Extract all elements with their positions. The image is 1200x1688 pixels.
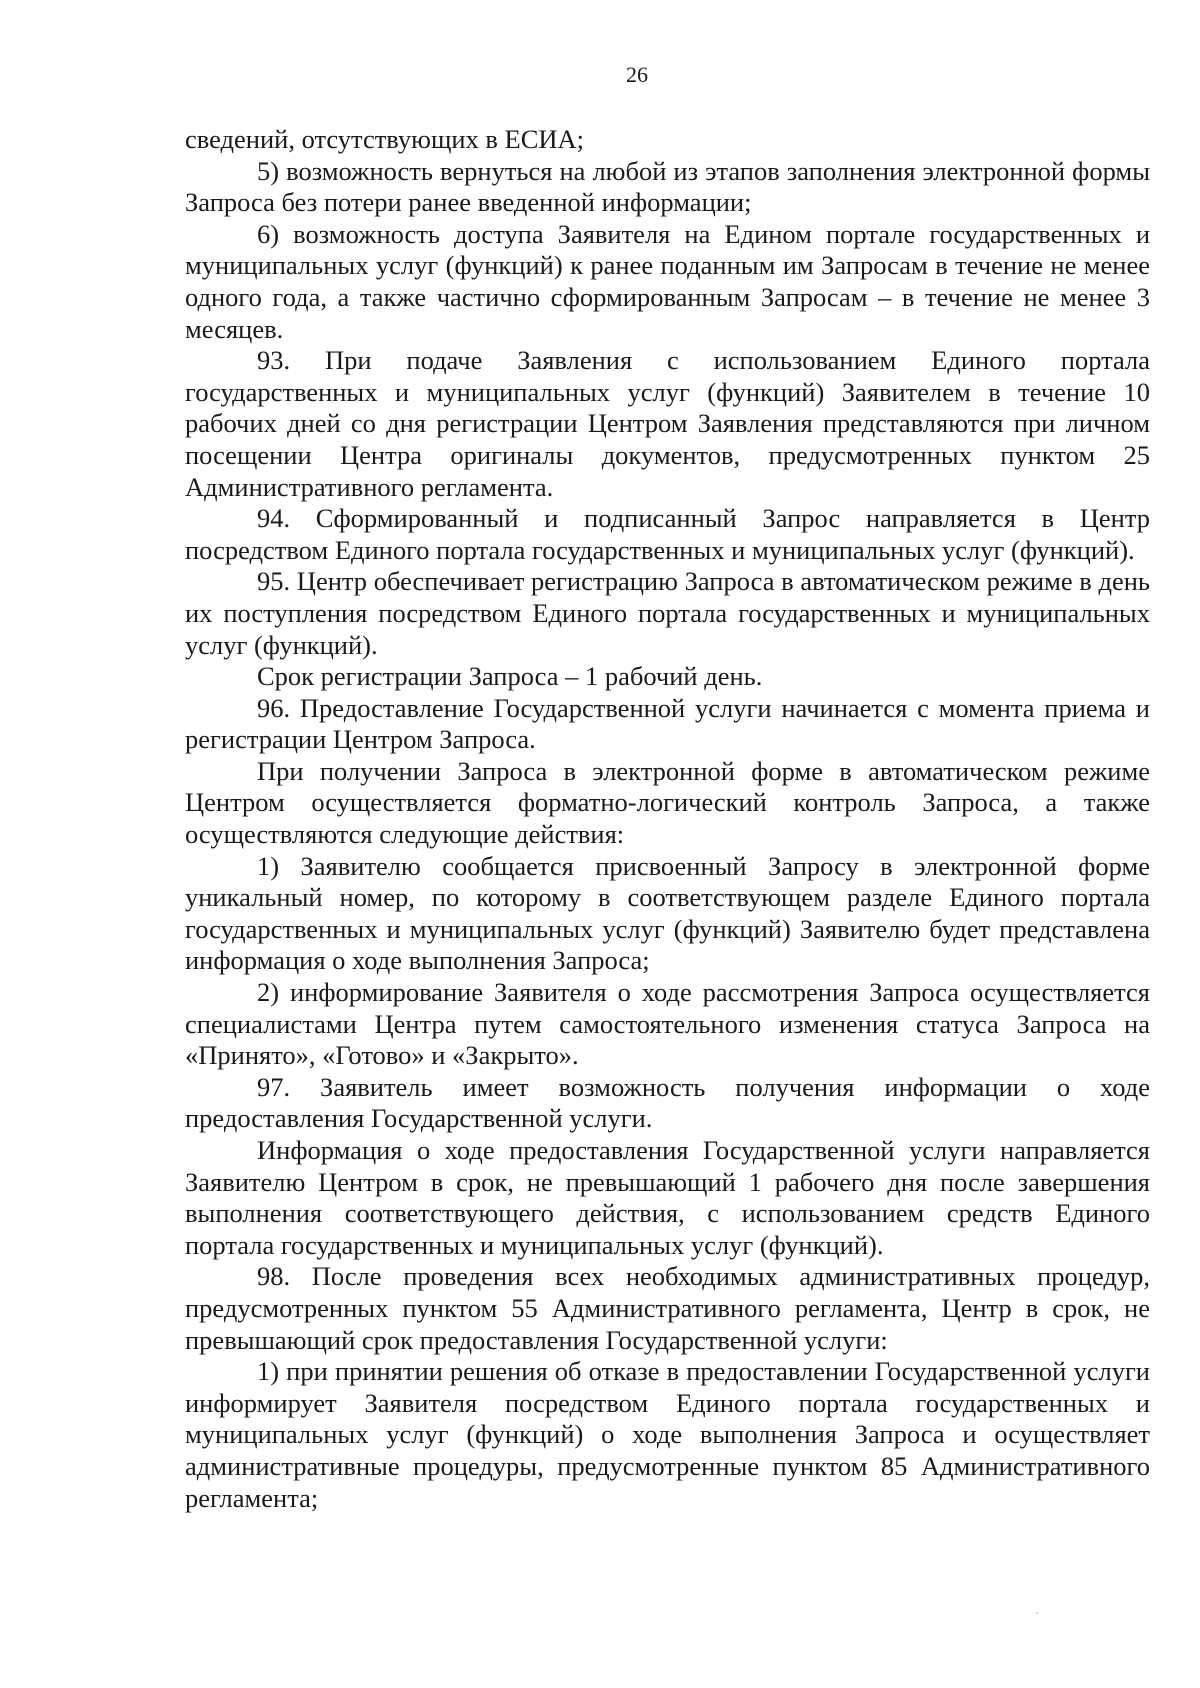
paragraph-clause-96: 96. Предоставление Государственной услуги начинается с момента приема и регистрации Центром Запроса. — [185, 692, 1150, 755]
paragraph-item-5: 5) возможность вернуться на любой из этапов заполнения электронной формы Запроса без потери ранее введенной информации; — [185, 155, 1150, 218]
paragraph-clause-95: 95. Центр обеспечивает регистрацию Запроса в автоматическом режиме в день их поступления посредством Единого портала государственных и муниципальных услуг (функций). — [185, 566, 1150, 660]
scan-speck — [1036, 1612, 1038, 1614]
paragraph-action-2: 2) информирование Заявителя о ходе рассмотрения Запроса осуществляется специалистами Центра путем самостоятельного изменения статуса Запроса на «Принято», «Готово» и «Закрыто». — [185, 977, 1150, 1071]
paragraph-action-1: 1) Заявителю сообщается присвоенный Запросу в электронной форме уникальный номер, по которому в соответствующем разделе Единого портала государственных и муниципальных услуг (функций) Заявителю будет представлена информация о ходе выполнения Запроса; — [185, 850, 1150, 976]
paragraph-clause-94: 94. Сформированный и подписанный Запрос направляется в Центр посредством Единого портала государственных и муниципальных услуг (функций). — [185, 503, 1150, 565]
paragraph-registration-term: Срок регистрации Запроса – 1 рабочий день. — [257, 661, 763, 692]
paragraph-continuation: сведений, отсутствующих в ЕСИА; — [185, 124, 585, 154]
paragraph-clause-93: 93. При подаче Заявления с использованием Единого портала государственных и муниципальных услуг (функций) Заявителем в течение 10 рабочих дней со дня регистрации Центром Заявления представляются при личном посещении Центра оригиналы документов, предусмотренных пунктом 25 Административного регламента. — [185, 345, 1150, 502]
paragraph-clause-97: 97. Заявитель имеет возможность получения информации о ходе предоставления Государственной услуги. — [185, 1071, 1150, 1134]
paragraph-information: Информация о ходе предоставления Государственной услуги направляется Заявителю Центром в срок, не превышающий 1 рабочего дня после завершения выполнения соответствующего действия, с использованием средств Единого портала государственных и муниципальных услуг (функций). — [185, 1135, 1150, 1260]
document-body — [185, 124, 1150, 1514]
paragraph-refusal: 1) при принятии решения об отказе в предоставлении Государственной услуги информирует Заявителя посредством Единого портала государственных и муниципальных услуг (функций) о ходе выполнения Запроса и осуществляет административные процедуры, предусмотренные пунктом 85 Административного регламента; — [185, 1356, 1150, 1513]
page-number: 26 — [626, 62, 648, 87]
paragraph-clause-98: 98. После проведения всех необходимых административных процедур, предусмотренных пунктом 55 Административного регламента, Центр в срок, не превышающий срок предоставления Государственной услуги: — [185, 1261, 1150, 1355]
paragraph-electronic-request: При получении Запроса в электронной форме в автоматическом режиме Центром осуществляется форматно-логический контроль Запроса, а также осуществляются следующие действия: — [185, 755, 1150, 850]
paragraph-item-6: 6) возможность доступа Заявителя на Едином портале государственных и муниципальных услуг (функций) к ранее поданным им Запросам в течение не менее одного года, а также частично сформированным Запросам – в течение не менее 3 месяцев. — [185, 218, 1150, 344]
